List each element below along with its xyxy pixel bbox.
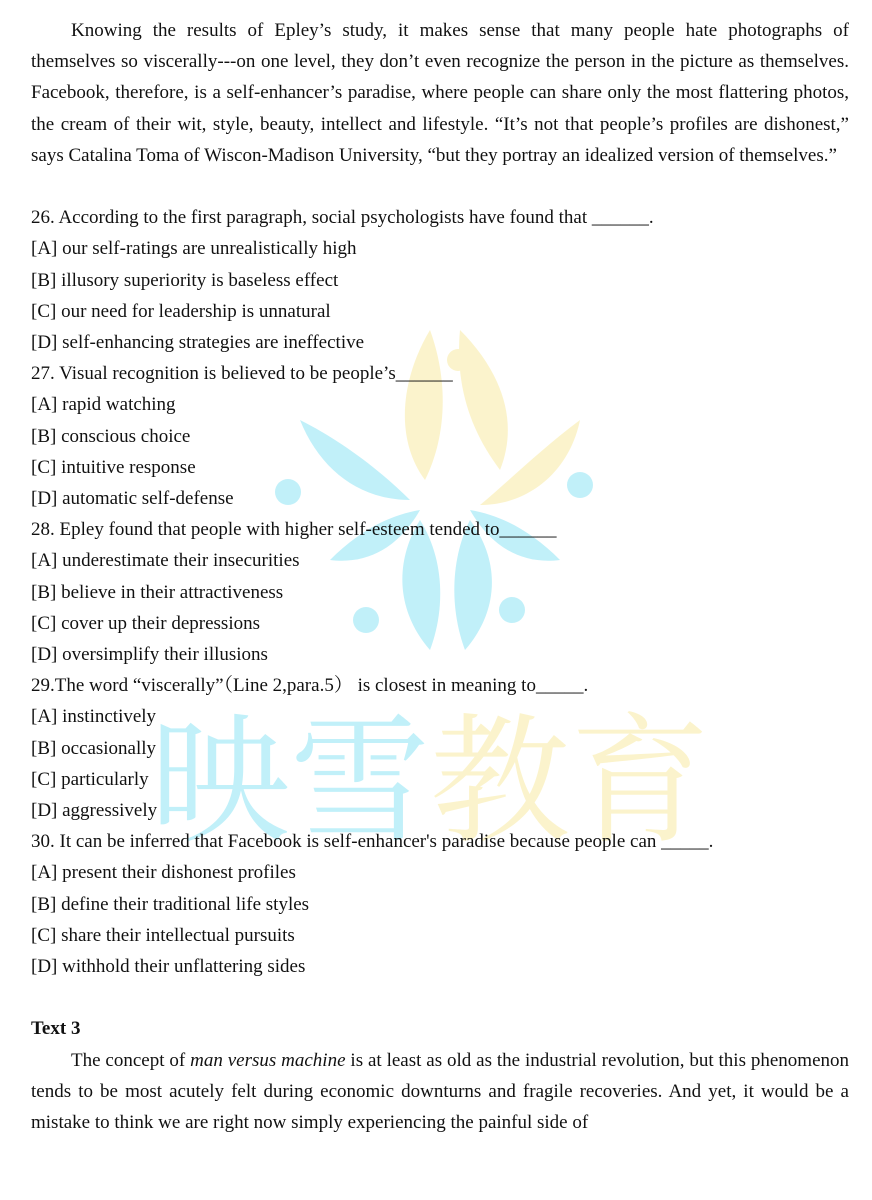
question-27	[31, 358, 849, 514]
text3-paragraph	[31, 1045, 849, 1139]
question-stem: 26. According to the first paragraph, social psychologists have found that ______.	[31, 207, 654, 229]
question-26	[31, 202, 849, 358]
option-d: [D] self-enhancing strategies are ineffective	[31, 332, 365, 354]
watermark-text: 映雪教育	[150, 701, 717, 864]
question-30	[31, 826, 849, 982]
option-d: [D] oversimplify their illusions	[31, 644, 268, 666]
question-stem: 29.The word “viscerally”（Line 2,para.5） is closest in meaning to_____.	[31, 675, 589, 697]
intro-paragraph: Knowing the results of Epley’s study, it makes sense that many people hate photographs of themselves so viscerally---on one level, they don’t even recognize the person in the picture as themselves. Facebook, therefore, is a self-enhancer’s paradise, where people can share only the most flattering photos, the cream of their wit, style, beauty, intellect and lifestyle. “It’s not that people’s profiles are dishonest,” says Catalina Toma of Wiscon-Madison University, “but they portray an idealized version of themselves.”	[31, 20, 849, 166]
option-b: [B] believe in their attractiveness	[31, 581, 284, 603]
option-a: [A] underestimate their insecurities	[31, 550, 300, 572]
option-c: [C] our need for leadership is unnatural	[31, 300, 331, 322]
spacer	[31, 171, 849, 202]
section-heading: Text 3	[31, 1018, 81, 1040]
paragraph-text: is at least as old as the industrial revolution, but this phenomenon tends to be most acutely felt during economic downturns and fragile recoveries. And yet, it would be a mistake to think we are right now simply experiencing the painful side of	[31, 1049, 850, 1134]
option-c: [C] cover up their depressions	[31, 612, 260, 634]
paragraph-text: The concept of	[71, 1049, 191, 1071]
question-stem: 30. It can be inferred that Facebook is self-enhancer's paradise because people can _____.	[31, 831, 714, 853]
option-a: [A] present their dishonest profiles	[31, 862, 296, 884]
spacer	[31, 982, 849, 1013]
option-d: [D] aggressively	[31, 800, 158, 822]
document-page	[31, 15, 849, 1138]
option-a: [A] rapid watching	[31, 394, 176, 416]
option-b: [B] occasionally	[31, 737, 157, 759]
option-b: [B] illusory superiority is baseless effect	[31, 269, 339, 291]
question-stem: 27. Visual recognition is believed to be people’s______	[31, 363, 453, 385]
question-28	[31, 514, 849, 670]
option-c: [C] particularly	[31, 768, 149, 790]
question-29	[31, 670, 849, 826]
italic-phrase: man versus machine	[190, 1049, 346, 1071]
question-stem: 28. Epley found that people with higher self-esteem tended to______	[31, 519, 557, 541]
option-a: [A] instinctively	[31, 706, 157, 728]
option-b: [B] define their traditional life styles	[31, 893, 310, 915]
option-d: [D] automatic self-defense	[31, 488, 234, 510]
option-a: [A] our self-ratings are unrealistically high	[31, 238, 357, 260]
option-d: [D] withhold their unflattering sides	[31, 956, 306, 978]
option-c: [C] share their intellectual pursuits	[31, 924, 295, 946]
option-b: [B] conscious choice	[31, 425, 191, 447]
option-c: [C] intuitive response	[31, 456, 196, 478]
